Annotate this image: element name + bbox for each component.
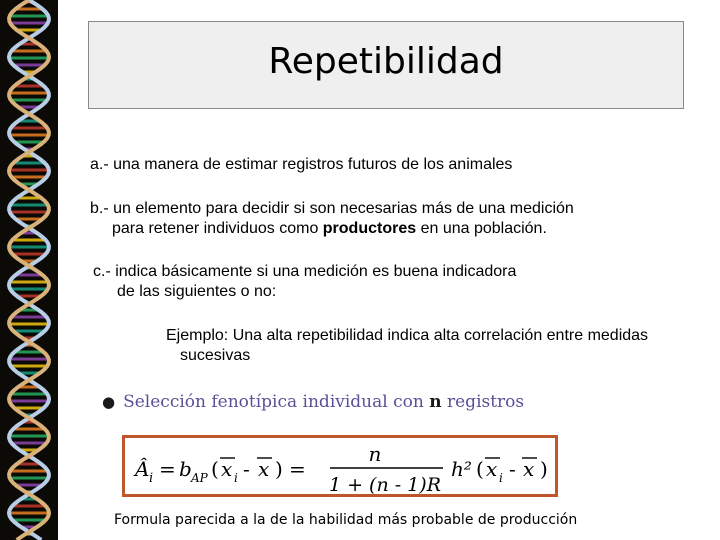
formula-xi2: x	[486, 457, 498, 481]
formula-box	[122, 435, 558, 497]
formula-xi-sub: i	[234, 471, 238, 485]
point-c-line2: de las siguientes o no:	[117, 283, 277, 300]
title-box	[88, 21, 684, 109]
formula-lhs: Â	[135, 457, 150, 481]
point-b-line2	[112, 219, 547, 239]
formula-b-sub: AP	[191, 471, 208, 485]
dna-strand	[9, 0, 49, 540]
formula-minus2: -	[509, 457, 516, 481]
formula-numerator: n	[368, 442, 382, 466]
example-line2: sucesivas	[180, 347, 251, 364]
formula	[125, 438, 561, 500]
dna-strand	[9, 0, 49, 540]
bullet-seleccion	[102, 392, 524, 412]
formula-xi2-sub: i	[499, 471, 503, 485]
formula-b: b	[179, 457, 192, 481]
bullet-dot-icon: ●	[102, 393, 116, 411]
formula-lhs-sub: i	[149, 471, 154, 486]
bullet-tail: registros	[441, 392, 525, 412]
formula-eq2: =	[289, 457, 306, 481]
point-b-line1: b.- un elemento para decidir si son necesarias más de una medición	[90, 200, 574, 217]
formula-denominator: 1 + (n - 1)R	[328, 474, 442, 496]
point-a: a.- una manera de estimar registros futuros de los animales	[90, 156, 513, 173]
formula-paren1: (	[211, 457, 219, 481]
formula-xi: x	[221, 457, 233, 481]
formula-caption: Formula parecida a la de la habilidad más probable de producción	[114, 512, 578, 528]
formula-paren3: (	[476, 457, 484, 481]
formula-xbar2: x	[523, 457, 535, 481]
formula-h2: h²	[451, 457, 472, 481]
dna-helix-decoration	[0, 0, 58, 540]
bullet-bold: n	[429, 392, 442, 412]
point-c-line1: c.- indica básicamente si una medición es buena indicadora	[93, 263, 517, 280]
formula-paren2: )	[275, 457, 283, 481]
formula-paren4: )	[540, 457, 548, 481]
slide-title: Repetibilidad	[268, 41, 504, 82]
bullet-text: Selección fenotípica individual con	[123, 392, 430, 412]
point-b-tail: en una población.	[416, 220, 547, 237]
example-line1: Ejemplo: Una alta repetibilidad indica alta correlación entre medidas	[166, 327, 649, 344]
point-b-text: para retener individuos como	[112, 220, 323, 237]
point-b-bold: productores	[322, 220, 417, 237]
formula-eq1: =	[159, 457, 176, 481]
formula-xbar: x	[258, 457, 270, 481]
formula-minus1: -	[243, 457, 250, 481]
